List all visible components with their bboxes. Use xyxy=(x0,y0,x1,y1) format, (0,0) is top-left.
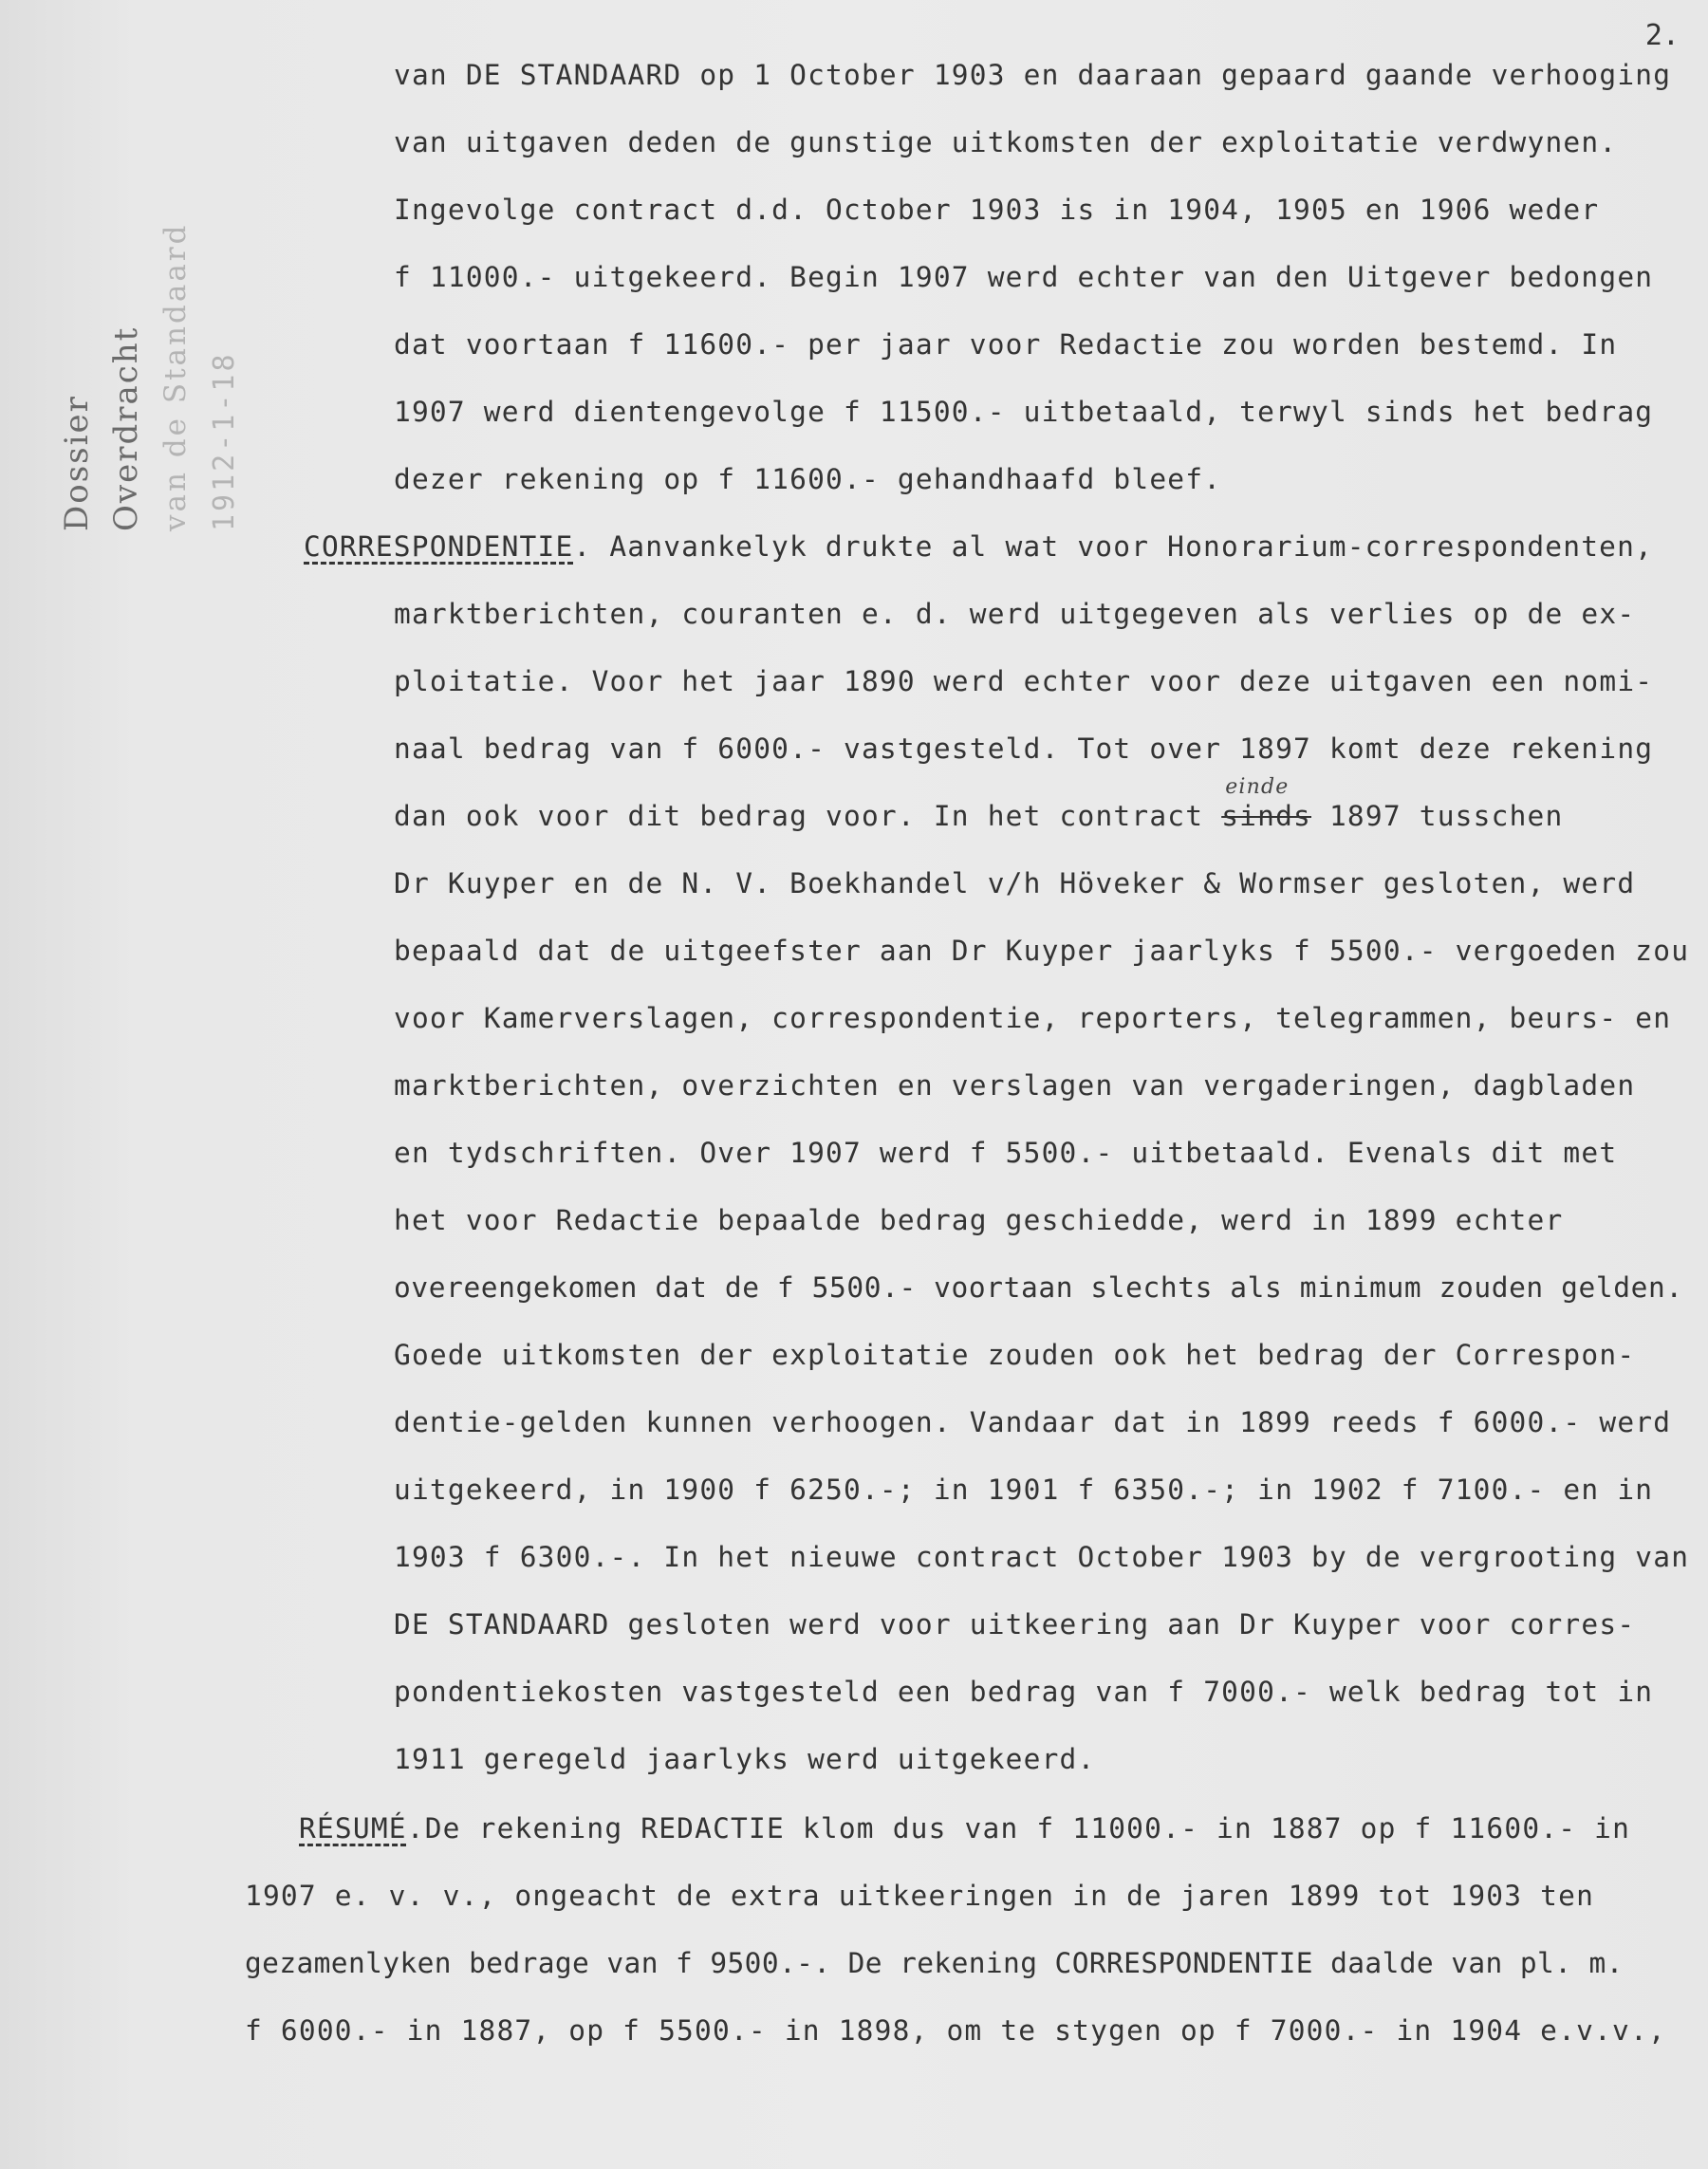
text-line: Ingevolge contract d.d. October 1903 is in 1904, 1905 en 1906 weder xyxy=(394,194,1600,226)
text-line: het voor Redactie bepaalde bedrag geschiedde, werd in 1899 echter xyxy=(394,1204,1564,1236)
text-line: dezer rekening op f 11600.- gehandhaafd bleef. xyxy=(394,463,1222,495)
stamp-line-date: 1912-1-18 xyxy=(208,351,241,531)
stamp-line-overdracht: Overdracht xyxy=(107,325,145,531)
text-line: 1903 f 6300.-. In het nieuwe contract October 1903 by de vergrooting van xyxy=(394,1541,1690,1573)
text-line: 1911 geregeld jaarlyks werd uitgekeerd. xyxy=(394,1743,1096,1775)
text-line: gezamenlyken bedrage van f 9500.-. De rekening CORRESPONDENTIE daalde van pl. m. xyxy=(245,1947,1624,1979)
text-line: voor Kamerverslagen, correspondentie, reporters, telegrammen, beurs- en xyxy=(394,1002,1672,1034)
correction-group xyxy=(1221,775,1311,832)
stamp-line-standaard: van de Standaard xyxy=(158,222,193,531)
text-line: overeengekomen dat de f 5500.- voortaan slechts als minimum zouden gelden. xyxy=(394,1271,1683,1304)
text-line: ploitatie. Voor het jaar 1890 werd echter voor deze uitgaven een nomi- xyxy=(394,665,1654,697)
text-line: pondentiekosten vastgesteld een bedrag van f 7000.- welk bedrag tot in xyxy=(394,1676,1654,1708)
text-line: DE STANDAARD gesloten werd voor uitkeering aan Dr Kuyper voor corres- xyxy=(394,1608,1636,1641)
text-line: dat voortaan f 11600.- per jaar voor Redactie zou worden bestemd. In xyxy=(394,328,1618,361)
text-line: van uitgaven deden de gunstige uitkomsten der exploitatie verdwynen. xyxy=(394,126,1618,158)
text-line: marktberichten, couranten e. d. werd uitgegeven als verlies op de ex- xyxy=(394,598,1636,630)
text-span: dan ook voor dit bedrag voor. In het contract xyxy=(394,800,1222,832)
text-line: uitgekeerd, in 1900 f 6250.-; in 1901 f 6350.-; in 1902 f 7100.- en in xyxy=(394,1474,1654,1506)
text-line-with-correction xyxy=(394,775,1564,832)
text-span: 1897 tusschen xyxy=(1311,800,1564,832)
text-line: f 11000.- uitgekeerd. Begin 1907 werd echter van den Uitgever bedongen xyxy=(394,261,1654,293)
text-line: f 6000.- in 1887, op f 5500.- in 1898, om te stygen op f 7000.- in 1904 e.v.v., xyxy=(245,2014,1666,2047)
section-heading-resume: RÉSUMÉ xyxy=(299,1812,407,1845)
text-span: . Aanvankelyk drukte al wat voor Honorarium-correspondenten, xyxy=(573,530,1654,563)
text-line: 1907 werd dientengevolge f 11500.- uitbetaald, terwyl sinds het bedrag xyxy=(394,396,1654,428)
text-line: Dr Kuyper en de N. V. Boekhandel v/h Höveker & Wormser gesloten, werd xyxy=(394,867,1636,899)
correspondentie-first-line xyxy=(304,530,1653,563)
text-span: .De rekening REDACTIE klom dus van f 11000.- in 1887 op f 11600.- in xyxy=(406,1812,1631,1845)
text-line: dentie-gelden kunnen verhoogen. Vandaar dat in 1899 reeds f 6000.- werd xyxy=(394,1406,1672,1438)
text-line: en tydschriften. Over 1907 werd f 5500.- uitbetaald. Evenals dit met xyxy=(394,1137,1618,1169)
resume-first-line xyxy=(299,1812,1630,1845)
handwritten-insertion: einde xyxy=(1225,775,1290,799)
text-line: bepaald dat de uitgeefster aan Dr Kuyper jaarlyks f 5500.- vergoeden zou xyxy=(394,935,1690,967)
page-number: 2. xyxy=(1644,19,1680,52)
section-heading-correspondentie: CORRESPONDENTIE xyxy=(304,530,574,563)
text-line: van DE STANDAARD op 1 October 1903 en daaraan gepaard gaande verhooging xyxy=(394,59,1672,91)
text-line: marktberichten, overzichten en verslagen van vergaderingen, dagbladen xyxy=(394,1069,1636,1102)
stamp-line-dossier: Dossier xyxy=(58,395,96,531)
text-line: Goede uitkomsten der exploitatie zouden ook het bedrag der Correspon- xyxy=(394,1339,1636,1371)
margin-archive-stamp xyxy=(52,223,250,531)
text-line: 1907 e. v. v., ongeacht de extra uitkeeringen in de jaren 1899 tot 1903 ten xyxy=(245,1880,1595,1912)
text-line: naal bedrag van f 6000.- vastgesteld. Tot over 1897 komt deze rekening xyxy=(394,732,1654,765)
struck-word: sinds xyxy=(1221,800,1311,832)
